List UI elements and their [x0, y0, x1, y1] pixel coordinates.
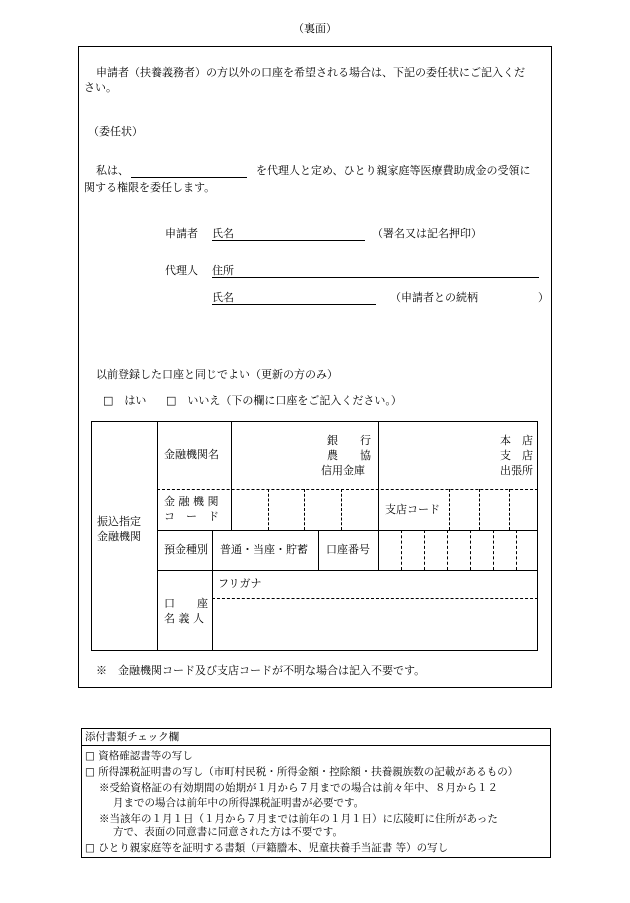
table-divider — [318, 530, 319, 570]
institution-label: 金融機関名 — [164, 448, 219, 461]
account-number-label: 口座番号 — [326, 543, 370, 556]
checklist-note-2b: 方で、表面の同意書に同意された方は不要です。 — [113, 826, 343, 838]
agent-address-label: 住所 — [212, 264, 234, 277]
code-note: ※ 金融機関コード及び支店コードが不明な場合は記入不要です。 — [96, 664, 426, 677]
applicant-name-field[interactable] — [212, 240, 365, 241]
account-cell-divider — [493, 530, 494, 570]
institution-type-bank: 銀 行 — [327, 434, 371, 447]
table-divider — [212, 530, 213, 570]
agent-relation-open: （申請者との続柄 — [390, 291, 478, 304]
intro-text-line2: さい。 — [84, 81, 117, 94]
proxy-heading: （委任状） — [88, 125, 143, 138]
checklist-item-family[interactable]: □ ひとり親家庭等を証明する書類（戸籍謄本、児童扶養手当証書 等）の写し — [85, 842, 449, 854]
section-label-line2: 金融機関 — [97, 530, 141, 543]
option-yes-checkbox[interactable]: □ はい — [103, 394, 147, 407]
account-cell-divider — [516, 530, 517, 570]
proxy-text-part1: 私は、 — [96, 164, 129, 177]
prev-account-question: 以前登録した口座と同じでよい（更新の方のみ） — [96, 368, 338, 381]
branch-code-label: 支店コード — [385, 503, 440, 516]
checklist-note-1b: 月までの場合は前年中の所得課税証明書が必要です。 — [113, 797, 365, 809]
option-no-checkbox[interactable]: □ いいえ（下の欄に口座をご記入ください。） — [166, 394, 402, 407]
deposit-type-label: 預金種別 — [164, 543, 208, 556]
code-cell-divider — [449, 489, 450, 530]
table-divider — [231, 421, 232, 530]
agent-address-field[interactable] — [212, 277, 539, 278]
agent-label: 代理人 — [165, 264, 198, 277]
institution-code-line2: コ ー ド — [164, 510, 219, 523]
applicant-label: 申請者 — [165, 227, 198, 240]
checklist-item-income[interactable]: □ 所得課税証明書の写し（市町村民税・所得金額・控除額・扶養親族数の記載があるもの） — [85, 766, 519, 778]
institution-type-agri: 農 協 — [327, 449, 371, 462]
checklist-note-2a: ※当該年の１月１日（１月から７月までは前年の１月１日）に広陵町に住所があった — [99, 813, 498, 825]
agent-relation-close: ） — [538, 291, 549, 304]
table-divider — [378, 530, 379, 570]
applicant-name-label: 氏名 — [212, 227, 234, 240]
code-cell-divider — [304, 489, 305, 530]
agent-name-field[interactable] — [212, 304, 376, 305]
table-divider — [157, 570, 538, 571]
checklist-divider — [81, 745, 551, 746]
table-dashed-divider — [157, 489, 538, 490]
proxy-text-part2: を代理人と定め、ひとり親家庭等医療費助成金の受領に — [256, 164, 531, 177]
account-cell-divider — [447, 530, 448, 570]
proxy-text-line2: 関する権限を委任します。 — [84, 181, 216, 194]
intro-text-line1: 申請者（扶養義務者）の方以外の口座を希望される場合は、下記の委任状にご記入くだ — [96, 66, 525, 79]
code-cell-divider — [509, 489, 510, 530]
institution-code-line1: 金 融 機 関 — [164, 495, 219, 508]
account-cell-divider — [470, 530, 471, 570]
branch-type-sub: 出張所 — [500, 464, 533, 477]
deposit-type-options[interactable]: 普通・当座・貯蓄 — [220, 543, 308, 556]
account-cell-divider — [424, 530, 425, 570]
checklist-title: 添付書類チェック欄 — [85, 731, 180, 743]
checklist-item-insurance[interactable]: □ 資格確認書等の写し — [85, 750, 193, 762]
table-dashed-divider — [212, 598, 538, 599]
branch-type-branch: 支 店 — [500, 449, 533, 462]
agent-name-label: 氏名 — [212, 291, 234, 304]
checklist-note-1a: ※受給資格証の有効期間の始期が１月から７月までの場合は前々年中、８月から１２ — [99, 782, 498, 794]
holder-label-line1: 口 座 — [164, 597, 208, 610]
code-cell-divider — [268, 489, 269, 530]
code-cell-divider — [341, 489, 342, 530]
branch-type-main: 本 店 — [500, 434, 533, 447]
applicant-note: （署名又は記名押印） — [372, 227, 482, 240]
agent-name-blank[interactable] — [131, 177, 247, 178]
table-divider — [378, 421, 379, 530]
table-divider — [212, 570, 213, 651]
account-cell-divider — [401, 530, 402, 570]
table-divider — [157, 530, 538, 531]
code-cell-divider — [479, 489, 480, 530]
page-label: （裏面） — [293, 22, 337, 35]
table-divider — [157, 421, 158, 651]
section-label-line1: 振込指定 — [97, 515, 141, 528]
institution-type-credit: 信用金庫 — [321, 464, 365, 477]
furigana-label: フリガナ — [218, 577, 262, 590]
holder-label-line2: 名 義 人 — [164, 612, 204, 625]
